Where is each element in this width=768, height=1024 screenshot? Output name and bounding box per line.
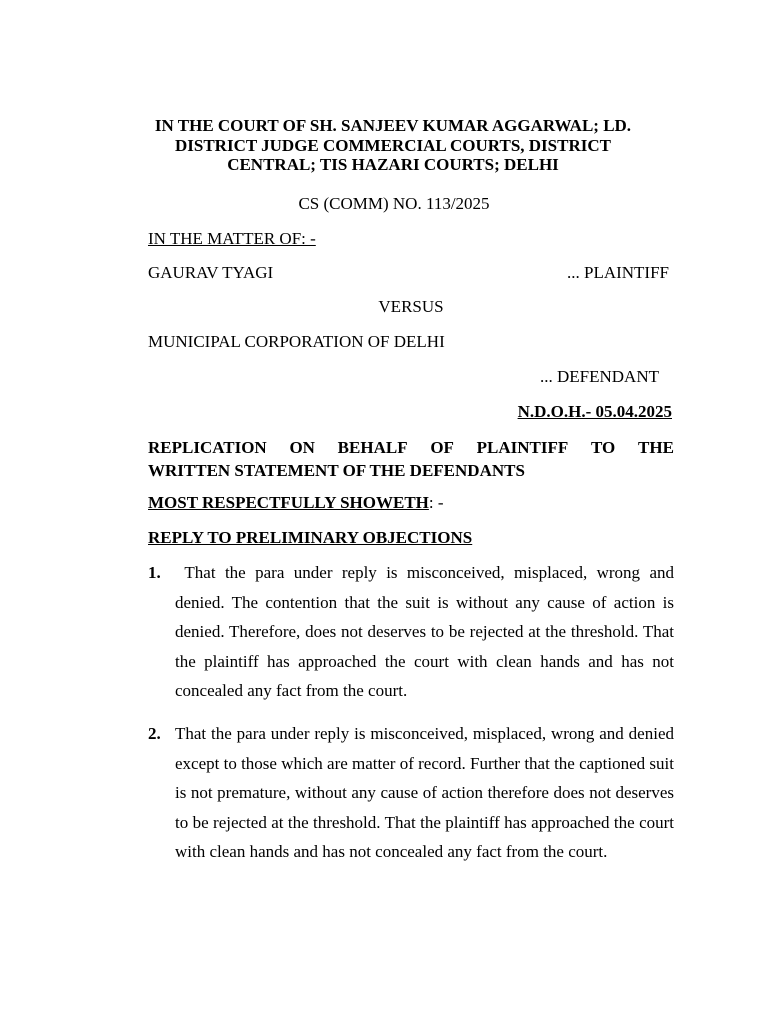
court-title (120, 116, 666, 175)
plaintiff-role: ... PLAINTIFF (566, 263, 669, 282)
case-number: CS (COMM) NO. 113/2025 (298, 194, 490, 213)
reply-preliminary-objections-heading: REPLY TO PRELIMINARY OBJECTIONS (148, 528, 473, 547)
showeth-bold: MOST RESPECTFULLY SHOWETH (148, 493, 429, 512)
paragraph-text: That the para under reply is misconceived, misplaced, wrong and denied except to those which are matter of record. Further that the captioned suit is not premature, without any cause of action therefore does not deserves to be rejected at the threshold. That the plaintiff has approached the court with clean hands and has not concealed any fact from the court. (175, 724, 674, 861)
court-title-line-1: IN THE COURT OF SH. SANJEEV KUMAR AGGARWAL; LD. (154, 116, 632, 135)
replication-word: THE (638, 438, 674, 457)
court-title-line-3: CENTRAL; TIS HAZARI COURTS; DELHI (227, 155, 559, 174)
replication-title-line-2: WRITTEN STATEMENT OF THE DEFENDANTS (148, 461, 525, 480)
matter-of-heading: IN THE MATTER OF: - (148, 229, 316, 248)
plaintiff-name: GAURAV TYAGI (148, 263, 274, 282)
replication-word: TO (591, 438, 616, 457)
paragraph-text: That the para under reply is misconceived, misplaced, wrong and denied. The contention that the suit is without any cause of action is denied. Therefore, does not deserves to be rejected at the threshold. That the plaintiff has approached the court with clean hands and has not concealed any fact from the court. (175, 563, 679, 700)
replication-word: OF (430, 438, 454, 457)
replication-word: BEHALF (337, 438, 408, 457)
paragraph-2 (148, 719, 674, 867)
showeth-suffix: : - (428, 493, 444, 512)
replication-title (148, 436, 674, 482)
paragraph-1 (148, 558, 679, 706)
court-title-line-2: DISTRICT JUDGE COMMERCIAL COURTS, DISTRICT (175, 135, 611, 155)
replication-word: PLAINTIFF (476, 438, 569, 457)
defendant-name: MUNICIPAL CORPORATION OF DELHI (148, 332, 445, 351)
defendant-role: ... DEFENDANT (540, 367, 659, 386)
replication-title-line-1 (148, 436, 674, 459)
paragraph-number: 1. (148, 563, 161, 582)
next-date-of-hearing: N.D.O.H.- 05.04.2025 (517, 402, 672, 421)
versus-label: VERSUS (378, 297, 444, 316)
replication-word: ON (289, 438, 315, 457)
paragraph-number: 2. (148, 724, 161, 743)
replication-word: REPLICATION (148, 438, 267, 457)
showeth-line (148, 493, 444, 513)
